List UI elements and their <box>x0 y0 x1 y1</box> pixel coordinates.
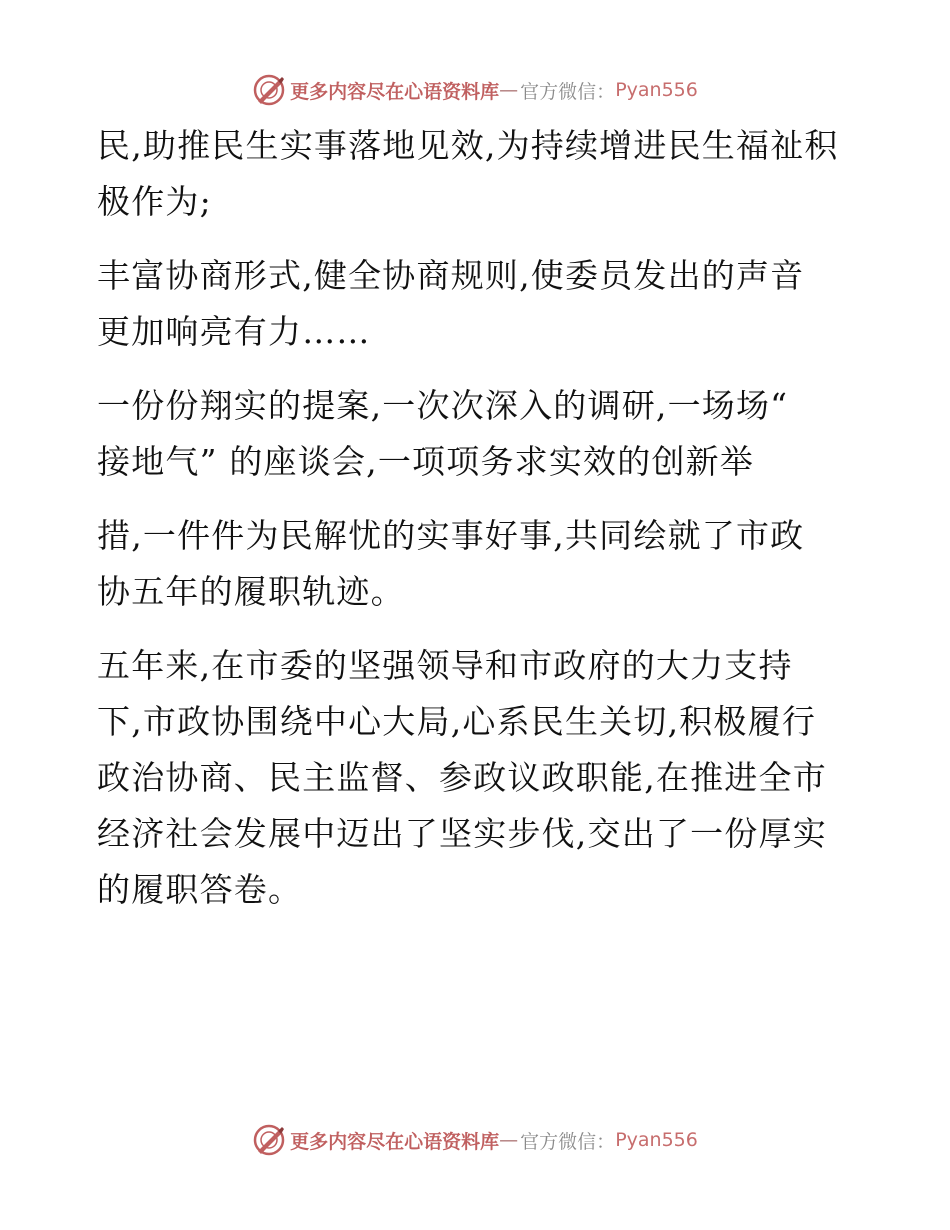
text-line: 的履职答卷。 <box>97 870 303 909</box>
text-line: 政治协商、民主监督、参政议政职能,在推进全市 <box>97 758 827 797</box>
document-body <box>97 118 857 936</box>
text-line: 协五年的履职轨迹。 <box>97 572 405 611</box>
text-line: 经济社会发展中迈出了坚实步伐,交出了一份厚实 <box>97 814 827 853</box>
paragraph-1 <box>97 118 857 230</box>
text-line: 五年来,在市委的坚强领导和市政府的大力支持 <box>97 646 793 685</box>
banner-brand-text: 更多内容尽在心语资料库 <box>290 1130 500 1153</box>
banner-separator: — <box>499 1129 519 1151</box>
banner-brand-text: 更多内容尽在心语资料库 <box>290 80 500 103</box>
text-line: 一份份翔实的提案,一次次深入的调研,一场场“ <box>97 386 789 425</box>
banner-wechat-id: Pyan556 <box>615 79 698 101</box>
paragraph-2 <box>97 248 857 360</box>
text-line: 下,市政协围绕中心大局,心系民生关切,积极履行 <box>97 702 817 741</box>
banner-wechat-label: 官方微信： <box>520 1130 616 1153</box>
banner-wechat-id: Pyan556 <box>615 1129 698 1151</box>
text-line: 极作为; <box>97 182 212 221</box>
footer-banner <box>0 1120 950 1160</box>
pen-seal-logo-icon <box>252 73 286 107</box>
text-line: 接地气” 的座谈会,一项项务求实效的创新举 <box>97 442 755 481</box>
banner-wechat-label: 官方微信： <box>520 80 616 103</box>
text-line: 措,一件件为民解忧的实事好事,共同绘就了市政 <box>97 516 805 555</box>
paragraph-4 <box>97 508 857 620</box>
pen-seal-logo-icon <box>252 1123 286 1157</box>
header-banner <box>0 70 950 110</box>
banner-separator: — <box>499 79 519 101</box>
paragraph-5 <box>97 638 857 918</box>
text-line: 更加响亮有力…… <box>97 312 371 351</box>
text-line: 丰富协商形式,健全协商规则,使委员发出的声音 <box>97 256 805 295</box>
text-line: 民,助推民生实事落地见效,为持续增进民生福祉积 <box>97 126 839 165</box>
paragraph-3 <box>97 378 857 490</box>
